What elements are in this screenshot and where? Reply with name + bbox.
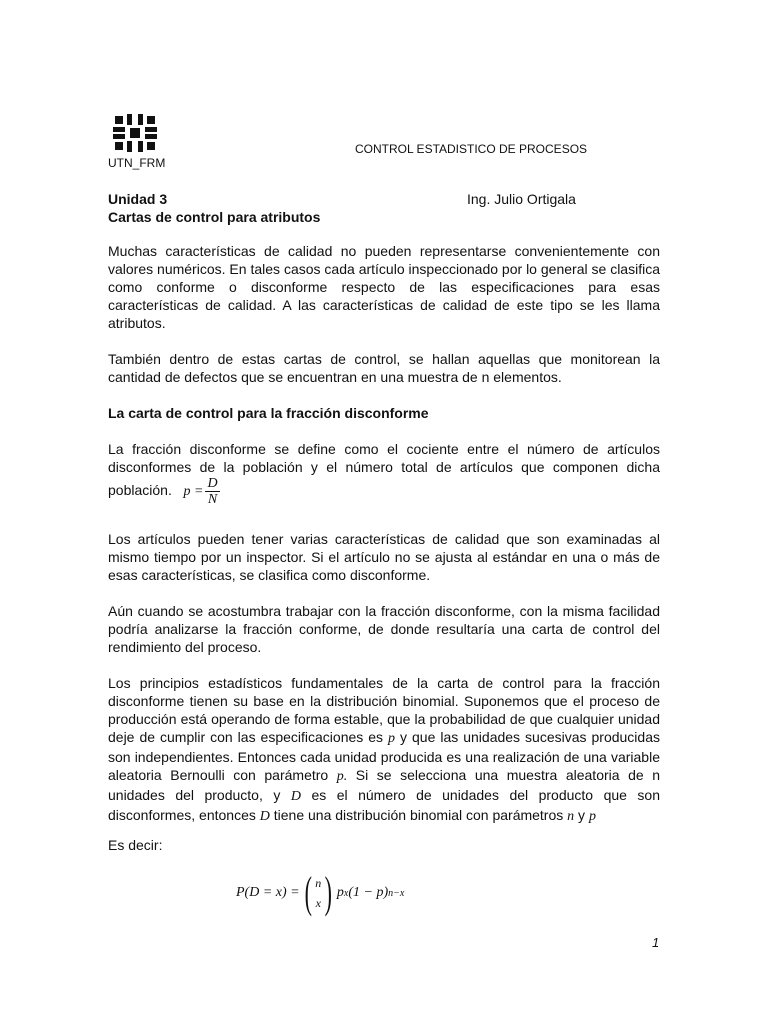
math-n: n [567,809,575,824]
definition-tail: población. [108,482,172,499]
fraction-numerator: D [207,476,218,491]
math-p: p [388,731,396,746]
right-paren: ) [324,868,333,917]
math-p: p [588,809,596,824]
binomial-stack [315,873,321,913]
paragraph-intro: Muchas características de calidad no pueden representarse convenientemente con valores numéricos. En tales casos cada artículo inspeccionado por lo general se clasifica como conforme o disconforme respecto de las especificaciones para esas características de calidad. A las características de calidad de este tipo se les llama atributos. [108,243,660,331]
binomial-text-b: y que las unidades sucesivas producidas son independientes. Entonces cada unidad producida es una realización de una variable aleatoria Bernoulli con parámetro [108,729,660,783]
fraction-lhs: p = [183,484,204,500]
binomial-text-a: Los principios estadísticos fundamentales de la carta de control para la fracción disconforme tienen su base en la distribución binomial. Suponemos que el proceso de producción está operando de forma estable, que la probabilidad de que cualquier unidad deje de cumplir con las especificaciones es [108,675,660,745]
paragraph-conforming: Aún cuando se acostumbra trabajar con la fracción disconforme, con la misma facilidad podría analizarse la fracción conforme, de donde resultaría una carta de control del rendimiento del proceso. [108,603,660,655]
binomial-text-f: y [574,807,589,823]
fraction-formula [205,476,219,507]
binomial-formula [236,869,404,917]
paragraph-characteristics: Los artículos pueden tener varias características de calidad que son examinadas al mismo tiempo por un inspector. Si el artículo no se ajusta al estándar en una o más de esas características, se clasifica como disconforme. [108,531,660,583]
formula-exp-x: x [343,887,349,899]
formula-lhs: P(D = x) = [236,885,300,900]
formula-middle: (1 − p) [348,885,389,900]
paragraph-es-decir: Es decir: [108,837,163,853]
paragraph-binomial [108,674,660,826]
unit-subtitle: Cartas de control para atributos [108,209,321,225]
binom-top: n [315,876,322,890]
binomial-text-d: es el número de unidades del producto que son disconformes, entonces [108,787,660,823]
paragraph-definition [108,440,660,507]
math-d: D [290,789,301,804]
binomial-coefficient [301,868,336,917]
page-number: 1 [652,935,660,950]
unit-heading: Unidad 3 [108,191,168,207]
binomial-text-e: tiene una distribución binomial con parámetros [269,807,568,823]
paragraph-defects: También dentro de estas cartas de control, se hallan aquellas que monitorean la cantidad de defectos que se encuentran en una muestra de n elementos. [108,351,660,385]
document-title: CONTROL ESTADISTICO DE PROCESOS [355,142,588,156]
fraction-denominator: N [207,492,218,507]
math-p: p. [336,769,348,784]
left-paren: ( [304,868,312,917]
utn-logo [113,114,157,152]
math-d: D [259,809,270,824]
formula-p: p [336,885,344,900]
formula-exp-n-x: n−x [388,887,405,899]
binom-bottom: x [315,896,321,910]
definition-text: La fracción disconforme se define como el cociente entre el número de artículos disconformes de la población y el número total de artículos que componen dicha [108,441,660,475]
author-name: Ing. Julio Ortigala [467,191,576,207]
logo-caption: UTN_FRM [108,156,166,170]
binomial-text-c: Si se selecciona una muestra aleatoria de n unidades del producto, y [108,767,660,803]
section-heading: La carta de control para la fracción disconforme [108,405,429,421]
